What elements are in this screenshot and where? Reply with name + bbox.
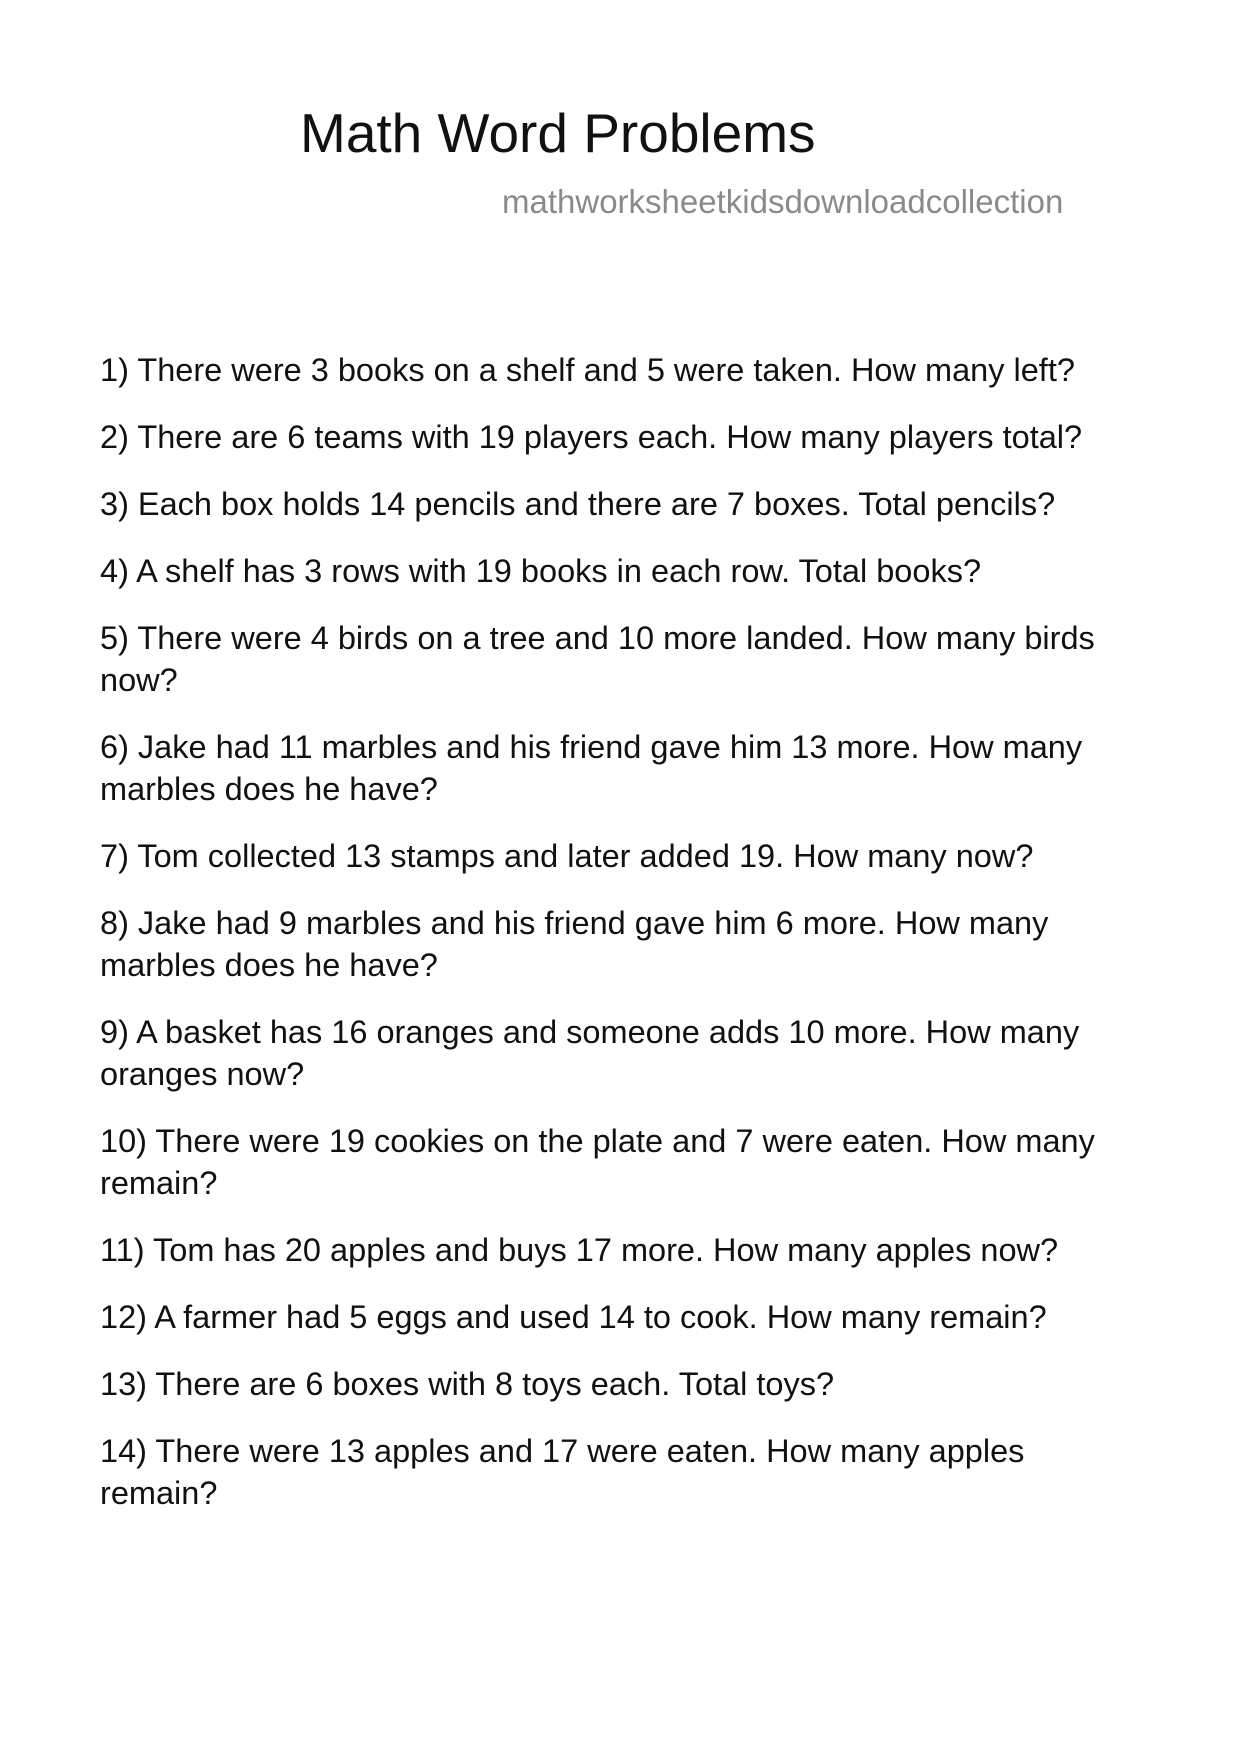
problem-item-2: 2) There are 6 teams with 19 players each. How many players total? — [100, 419, 1083, 455]
problem-item-14: 14) There were 13 apples and 17 were eaten. How many apples remain? — [100, 1433, 1025, 1511]
problem-item-11: 11) Tom has 20 apples and buys 17 more. How many apples now? — [100, 1232, 1059, 1268]
problem-item-3: 3) Each box holds 14 pencils and there are 7 boxes. Total pencils? — [100, 486, 1056, 522]
problem-item-5: 5) There were 4 birds on a tree and 10 more landed. How many birds now? — [100, 620, 1095, 698]
problem-item-7: 7) Tom collected 13 stamps and later added 19. How many now? — [100, 838, 1034, 874]
problem-item-4: 4) A shelf has 3 rows with 19 books in each row. Total books? — [100, 553, 982, 589]
problem-item-12: 12) A farmer had 5 eggs and used 14 to cook. How many remain? — [100, 1299, 1047, 1335]
problem-item-10: 10) There were 19 cookies on the plate and 7 were eaten. How many remain? — [100, 1123, 1095, 1201]
problem-list — [100, 349, 1150, 1539]
problem-item-1: 1) There were 3 books on a shelf and 5 were taken. How many left? — [100, 352, 1075, 388]
problem-item-6: 6) Jake had 11 marbles and his friend gave him 13 more. How many marbles does he have? — [100, 729, 1083, 807]
problem-item-8: 8) Jake had 9 marbles and his friend gave him 6 more. How many marbles does he have? — [100, 905, 1049, 983]
page-title: Math Word Problems — [300, 102, 816, 164]
page-subtitle: mathworksheetkidsdownloadcollection — [502, 183, 1064, 220]
problem-item-9: 9) A basket has 16 oranges and someone adds 10 more. How many oranges now? — [100, 1014, 1080, 1092]
problem-item-13: 13) There are 6 boxes with 8 toys each. Total toys? — [100, 1366, 835, 1402]
